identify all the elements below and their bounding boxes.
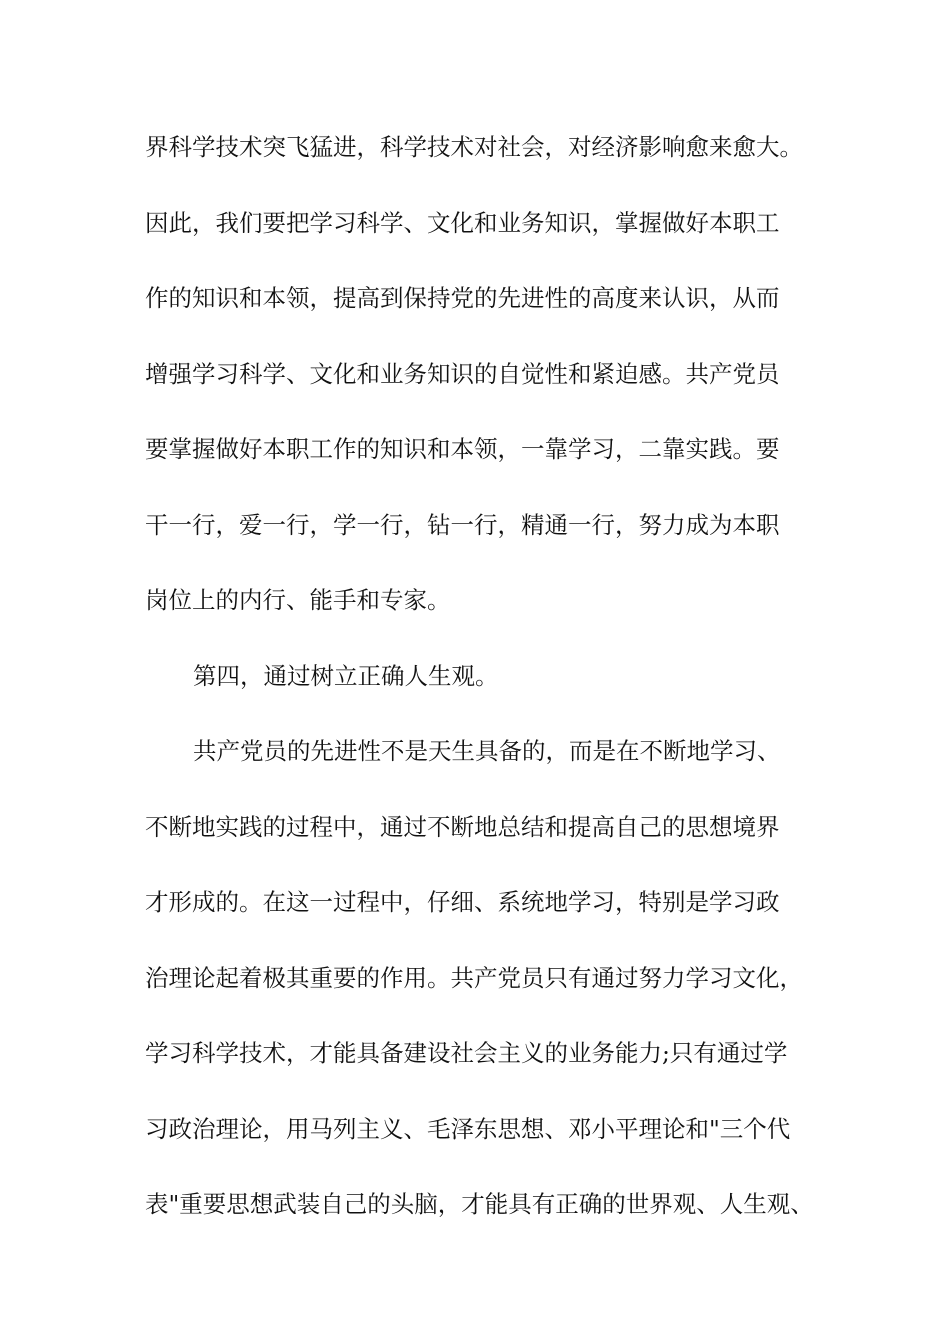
text-line: 不断地实践的过程中，通过不断地总结和提高自己的思想境界 bbox=[145, 812, 780, 841]
text-line: 作的知识和本领，提高到保持党的先进性的高度来认识，从而 bbox=[145, 284, 780, 312]
body-text bbox=[145, 128, 835, 1261]
text-line: 才形成的。在这一过程中，仔细、系统地学习，特别是学习政 bbox=[145, 888, 780, 916]
text-line: 岗位上的内行、能手和专家。 bbox=[145, 586, 451, 614]
section-heading: 第四，通过树立正确人生观。 bbox=[193, 661, 499, 690]
text-line: 治理论起着极其重要的作用。共产党员只有通过努力学习文化， bbox=[145, 963, 803, 992]
text-line: 增强学习科学、文化和业务知识的自觉性和紧迫感。共产党员 bbox=[145, 359, 780, 388]
text-line: 要掌握做好本职工作的知识和本领，一靠学习，二靠实践。要 bbox=[145, 435, 780, 463]
text-line: 表"重要思想武装自己的头脑，才能具有正确的世界观、人生观、 bbox=[145, 1190, 814, 1218]
text-line: 学习科学技术，才能具备建设社会主义的业务能力;只有通过学 bbox=[145, 1039, 788, 1067]
paragraph-first-line: 共产党员的先进性不是天生具备的，而是在不断地学习、 bbox=[193, 737, 781, 765]
text-line: 习政治理论，用马列主义、毛泽东思想、邓小平理论和"三个代 bbox=[145, 1114, 791, 1143]
text-line: 干一行，爱一行，学一行，钻一行，精通一行，努力成为本职 bbox=[145, 510, 780, 539]
text-line: 界科学技术突飞猛进，科学技术对社会，对经济影响愈来愈大。 bbox=[145, 133, 803, 161]
text-line: 因此，我们要把学习科学、文化和业务知识，掌握做好本职工 bbox=[145, 208, 780, 237]
